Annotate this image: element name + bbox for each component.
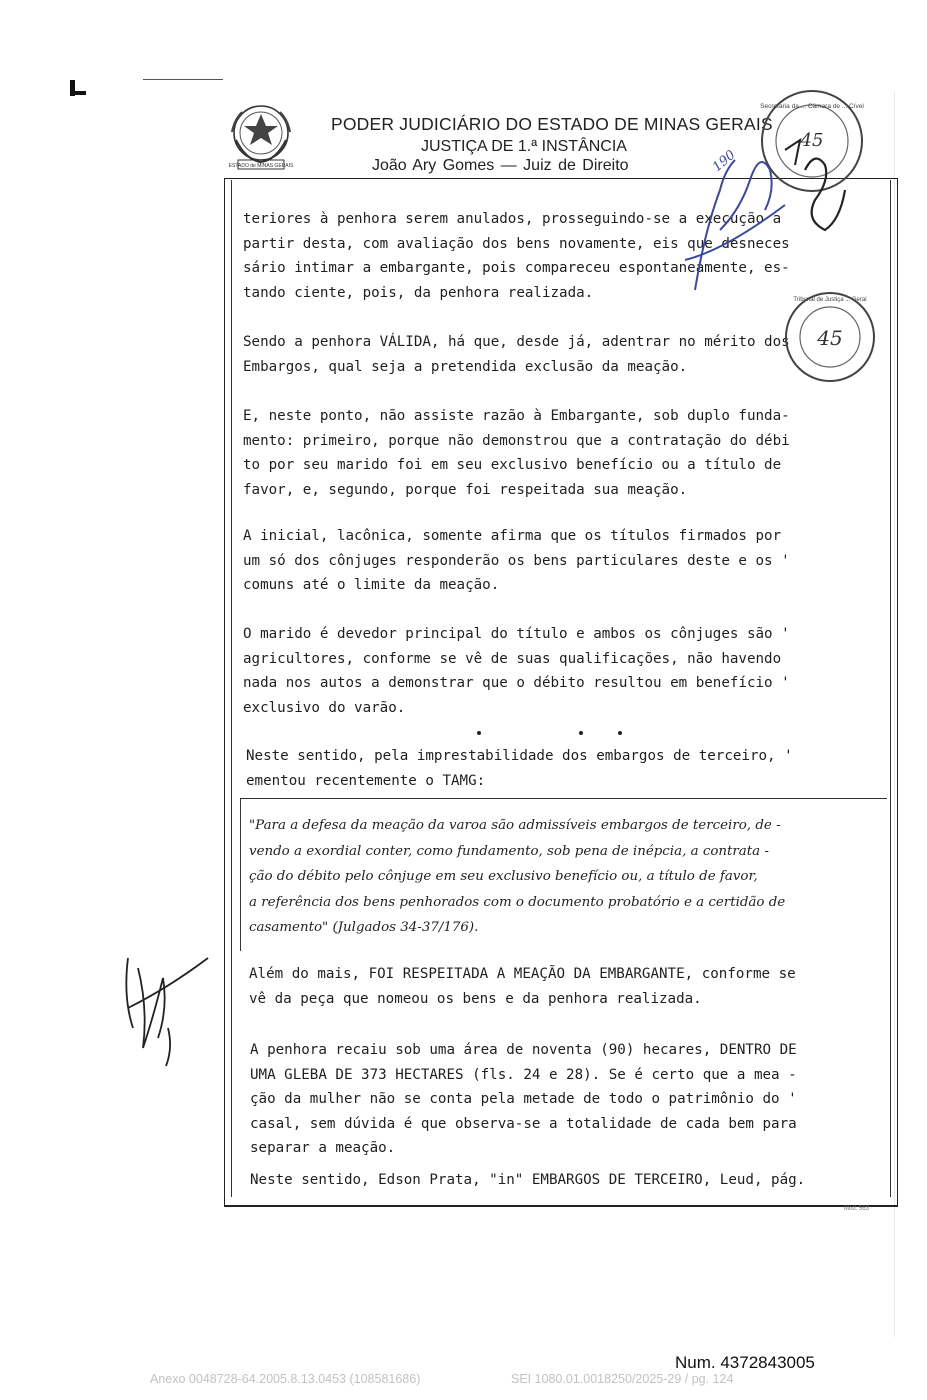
paragraph-4 — [243, 524, 875, 598]
text-line: UMA GLEBA DE 373 HECTARES (fls. 24 e 28). Se é certo que a mea - — [250, 1066, 797, 1083]
paragraph-8 — [250, 1038, 882, 1161]
text-line: favor, e, segundo, porque foi respeitada sua meação. — [243, 481, 688, 498]
text-line: sário intimar a embargante, pois compareceu espontaneamente, es- — [243, 260, 790, 276]
crest-text: ESTADO de MINAS GERAIS — [228, 163, 294, 169]
paragraph-7 — [249, 962, 881, 1011]
text-line: A penhora recaiu sob uma área de noventa (90) hecares, DENTRO DE — [250, 1042, 797, 1058]
dot-mark — [618, 731, 622, 735]
text-line: casal, sem dúvida é que observa-se a totalidade de cada bem para — [250, 1115, 797, 1132]
text-line: vê da peça que nomeou os bens e da penhora realizada. — [249, 990, 702, 1007]
paragraph-9 — [250, 1168, 882, 1193]
sheet-number: 190 — [709, 147, 739, 176]
corner-mark — [70, 80, 84, 94]
dot-mark — [579, 731, 583, 735]
quote-line: "Para a defesa da meação da varoa são admissíveis embargos de terceiro, de - — [249, 818, 781, 833]
document-number: Num. 4372843005 — [675, 1353, 815, 1372]
text-line: exclusivo do varão. — [243, 699, 406, 716]
text-line: Neste sentido, pela imprestabilidade dos embargos de terceiro, ' — [246, 748, 793, 764]
text-line: Embargos, qual seja a pretendida exclusão da meação. — [243, 358, 688, 375]
text-line: Além do mais, FOI RESPEITADA A MEAÇÃO DA EMBARGANTE, conforme se — [249, 966, 796, 982]
stamp-ring-text: Tribunal de Justiça ... Geral — [793, 297, 867, 303]
text-line: um só dos cônjuges responderão os bens particulares deste e os ' — [243, 552, 790, 569]
text-line: A inicial, lacônica, somente afirma que os títulos firmados por — [243, 528, 782, 544]
stamp-ring-text: Secretaria da ... Câmara de ... Cível — [760, 103, 864, 110]
quote-line: vendo a exordial conter, como fundamento, sob pena de inépcia, a contrata - — [249, 843, 769, 859]
court-name: PODER JUDICIÁRIO DO ESTADO DE MINAS GERAIS — [331, 114, 773, 134]
text-line: partir desta, com avaliação dos bens novamente, eis que desneces — [243, 235, 790, 252]
handwritten-quote — [249, 813, 879, 941]
signature-icon — [665, 110, 875, 300]
text-line: comuns até o limite da meação. — [243, 577, 500, 593]
text-line: nada nos autos a demonstrar que o débito resultou em benefício ' — [243, 675, 790, 691]
paragraph-5 — [243, 622, 875, 720]
stamp-number: 45 — [800, 130, 824, 151]
text-line: O marido é devedor principal do título e ambos os cônjuges são ' — [243, 626, 790, 642]
quote-line: casamento" (Julgados 34-37/176). — [249, 920, 479, 935]
stamp-number: 45 — [817, 326, 843, 350]
form-code: Mod. 563 — [844, 1206, 870, 1212]
top-rule — [143, 79, 223, 80]
text-line: tando ciente, pois, da penhora realizada. — [243, 284, 594, 301]
judge-name: João Ary Gomes — Juiz de Direito — [372, 157, 629, 174]
tribunal-stamp-icon — [780, 287, 880, 387]
text-line: teriores à penhora serem anulados, prosseguindo-se a execução a — [243, 211, 782, 227]
text-line: to por seu marido foi em seu exclusivo benefício ou a título de — [243, 457, 782, 473]
text-line: mento: primeiro, porque não demonstrou que a contratação do débi — [243, 432, 790, 449]
annex-reference: Anexo 0048728-64.2005.8.13.0453 (108581686) — [150, 1372, 421, 1386]
dot-mark — [477, 731, 481, 735]
coat-of-arms-icon — [226, 100, 296, 172]
paragraph-6 — [246, 744, 878, 793]
text-line: E, neste ponto, não assiste razão à Embargante, sob duplo funda- — [243, 408, 790, 424]
quote-line: a referência dos bens penhorados com o documento probatório e a certidão de — [249, 894, 786, 910]
text-line: ementou recentemente o TAMG: — [246, 772, 486, 789]
initials-signature-icon — [108, 938, 218, 1068]
text-line: Neste sentido, Edson Prata, "in" EMBARGOS DE TERCEIRO, Leud, pág. — [250, 1172, 806, 1188]
text-line: separar a meação. — [250, 1140, 396, 1156]
text-line: Sendo a penhora VÁLIDA, há que, desde já, adentrar no mérito dos — [243, 334, 790, 350]
quote-line: ção do débito pelo cônjuge em seu exclusivo benefício ou, a título de favor, — [249, 869, 758, 884]
sei-reference: SEI 1080.01.0018250/2025-29 / pg. 124 — [511, 1372, 734, 1386]
paragraph-3 — [243, 404, 875, 502]
text-line: ção da mulher não se conta pela metade de todo o patrimônio do ' — [250, 1091, 797, 1107]
instance-name: JUSTIÇA DE 1.ª INSTÂNCIA — [421, 138, 627, 155]
text-line: agricultores, conforme se vê de suas qualificações, não havendo — [243, 650, 782, 667]
